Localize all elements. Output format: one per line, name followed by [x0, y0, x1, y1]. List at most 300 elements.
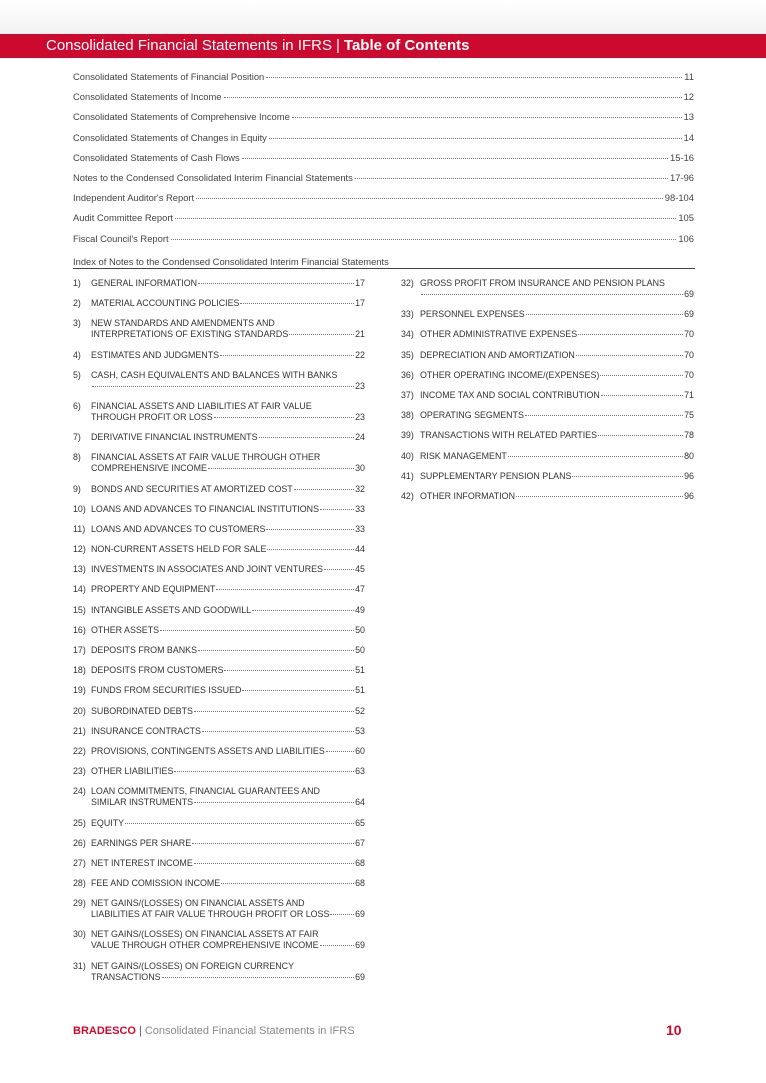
note-entry-body	[91, 370, 365, 392]
note-title: NET GAINS/(LOSSES) ON FINANCIAL ASSETS AT FAIR	[91, 929, 319, 940]
dot-leader	[224, 670, 354, 671]
note-number: 38)	[401, 410, 414, 421]
note-title: INTANGIBLE ASSETS AND GOODWILL	[91, 604, 252, 615]
note-page: 51	[355, 685, 365, 696]
document-title: Consolidated Financial Statements in IFRS	[46, 37, 332, 54]
note-number: 39)	[401, 430, 414, 441]
note-entry-body	[91, 318, 365, 340]
note-title: EARNINGS PER SHARE	[91, 837, 192, 848]
note-entry[interactable]	[401, 329, 694, 340]
note-entry[interactable]	[73, 564, 365, 575]
header-separator: |	[335, 37, 340, 54]
note-page: 68	[355, 878, 365, 889]
note-title-line	[420, 289, 694, 300]
note-number: 36)	[401, 369, 414, 380]
note-title-line	[91, 432, 365, 443]
note-entry-body	[91, 625, 365, 636]
dot-leader	[194, 711, 354, 712]
note-page: 23	[355, 411, 365, 422]
page-number: 10	[666, 1022, 682, 1038]
note-title: ESTIMATES AND JUDGMENTS	[91, 349, 220, 360]
note-entry[interactable]	[401, 491, 694, 502]
dot-leader	[289, 334, 354, 335]
note-page: 45	[355, 564, 365, 575]
note-page: 49	[355, 604, 365, 615]
note-number: 29)	[73, 898, 86, 909]
toc-entry[interactable]	[73, 71, 694, 91]
note-title: INTERPRETATIONS OF EXISTING STANDARDS	[91, 329, 289, 340]
note-entry-body	[91, 706, 365, 717]
note-entry-body	[420, 390, 694, 401]
note-title-line	[91, 544, 365, 555]
note-entry[interactable]	[401, 471, 694, 482]
note-number: 32)	[401, 278, 414, 288]
toc-entry-page: 17-96	[670, 171, 694, 183]
toc-entry-title: Consolidated Statements of Changes in Equity	[73, 131, 267, 143]
note-title-line	[91, 706, 365, 717]
dot-leader	[578, 334, 683, 335]
note-page: 69	[355, 940, 365, 951]
note-page: 60	[355, 745, 365, 756]
note-entry[interactable]	[401, 350, 694, 361]
note-entry-body	[420, 278, 694, 300]
note-page: 68	[355, 857, 365, 868]
note-entry[interactable]	[401, 410, 694, 421]
dot-leader	[194, 863, 354, 864]
note-title-line	[91, 584, 365, 595]
note-title-line	[91, 858, 365, 869]
note-title: TRANSACTIONS WITH RELATED PARTIES	[420, 430, 598, 441]
note-number: 28)	[73, 878, 86, 889]
note-title: OTHER LIABILITIES	[91, 766, 174, 777]
note-title-line	[91, 329, 365, 340]
note-entry-body	[420, 370, 694, 381]
toc-entry-page: 14	[683, 131, 694, 143]
note-page: 51	[355, 665, 365, 676]
dot-leader	[202, 731, 354, 732]
note-entry[interactable]	[73, 858, 365, 869]
note-title: LOAN COMMITMENTS, FINANCIAL GUARANTEES AND	[91, 786, 320, 797]
note-title-line	[91, 350, 365, 361]
dot-leader	[326, 751, 354, 752]
dot-leader	[175, 218, 676, 219]
note-entry-body	[420, 430, 694, 441]
note-entry[interactable]	[73, 504, 365, 515]
dot-leader	[92, 386, 354, 387]
note-entry-body	[420, 329, 694, 340]
footer-separator: |	[138, 1025, 142, 1037]
note-title-line	[91, 370, 365, 381]
note-title: THROUGH PROFIT OR LOSS	[91, 411, 213, 422]
note-title: NET INTEREST INCOME	[91, 857, 193, 868]
note-title: NON-CURRENT ASSETS HELD FOR SALE	[91, 544, 267, 555]
toc-entry[interactable]	[73, 212, 694, 232]
note-entry[interactable]	[73, 318, 365, 340]
note-title-line	[420, 350, 694, 361]
note-title: LOANS AND ADVANCES TO FINANCIAL INSTITUTIONS	[91, 503, 319, 514]
dot-leader	[220, 355, 354, 356]
note-number: 7)	[73, 432, 81, 443]
note-title-line	[91, 665, 365, 676]
note-title: RISK MANAGEMENT	[420, 450, 507, 461]
dot-leader	[421, 294, 683, 295]
note-title-line	[91, 452, 365, 463]
note-entry[interactable]	[73, 584, 365, 595]
note-entry-body	[420, 451, 694, 462]
dot-leader	[269, 138, 682, 139]
dot-leader	[252, 610, 354, 611]
note-number: 8)	[73, 452, 81, 463]
note-entry-body	[91, 432, 365, 443]
note-title: DEPOSITS FROM CUSTOMERS	[91, 665, 224, 676]
dot-leader	[320, 945, 355, 946]
note-page: 17	[355, 298, 365, 309]
note-title: FINANCIAL ASSETS AT FAIR VALUE THROUGH OTHER	[91, 452, 321, 463]
note-title-line	[420, 430, 694, 441]
toc-entry[interactable]	[73, 132, 694, 152]
note-entry[interactable]	[73, 432, 365, 443]
notes-index-left-column	[73, 278, 365, 992]
note-entry-body	[91, 544, 365, 555]
note-title-line	[420, 471, 694, 482]
dot-leader	[292, 117, 682, 118]
note-page: 50	[355, 645, 365, 655]
note-page: 50	[355, 624, 365, 635]
note-entry[interactable]	[73, 929, 365, 951]
note-entry[interactable]	[73, 746, 365, 757]
note-page: 63	[355, 766, 365, 777]
note-number: 1)	[73, 278, 81, 288]
note-entry[interactable]	[73, 961, 365, 983]
note-entry-body	[91, 838, 365, 849]
note-entry-body	[91, 278, 365, 289]
note-entry[interactable]	[73, 818, 365, 829]
toc-entry-title: Independent Auditor's Report	[73, 192, 195, 204]
note-entry[interactable]	[73, 350, 365, 361]
note-title-line	[91, 797, 365, 808]
note-title-line	[91, 838, 365, 849]
note-title-line	[91, 818, 365, 829]
dot-leader	[216, 589, 354, 590]
note-number: 13)	[73, 564, 86, 575]
note-title: OTHER ADMINISTRATIVE EXPENSES	[420, 329, 578, 340]
note-number: 16)	[73, 624, 86, 635]
note-title-line	[91, 298, 365, 309]
note-title-line	[91, 381, 365, 392]
note-entry[interactable]	[73, 786, 365, 808]
note-title: TRANSACTIONS	[91, 971, 161, 982]
dot-leader	[208, 468, 354, 469]
note-title: FINANCIAL ASSETS AND LIABILITIES AT FAIR VALUE	[91, 400, 312, 411]
note-entry-body	[91, 350, 365, 361]
table-of-contents	[73, 71, 694, 253]
dot-leader	[162, 977, 355, 978]
note-entry[interactable]	[73, 685, 365, 696]
note-entry[interactable]	[401, 451, 694, 462]
note-entry[interactable]	[73, 625, 365, 636]
note-entry-body	[91, 584, 365, 595]
note-number: 40)	[401, 450, 414, 461]
note-page: 21	[355, 329, 365, 340]
toc-entry-page: 98-104	[664, 192, 694, 204]
note-number: 25)	[73, 817, 86, 828]
note-title: VALUE THROUGH OTHER COMPREHENSIVE INCOME	[91, 940, 319, 951]
top-fade-band	[0, 0, 766, 34]
dot-leader	[572, 476, 683, 477]
note-entry-body	[91, 878, 365, 889]
note-entry[interactable]	[401, 278, 694, 300]
toc-entry[interactable]	[73, 152, 694, 172]
note-entry[interactable]	[401, 390, 694, 401]
note-title-line	[91, 625, 365, 636]
note-number: 22)	[73, 745, 86, 756]
note-title-line	[91, 605, 365, 616]
note-entry[interactable]	[73, 484, 365, 495]
dot-leader	[242, 158, 668, 159]
note-page: 96	[684, 470, 694, 481]
note-title: GROSS PROFIT FROM INSURANCE AND PENSION PLANS	[420, 278, 665, 288]
note-number: 17)	[73, 645, 86, 655]
note-title: NET GAINS/(LOSSES) ON FINANCIAL ASSETS AND	[91, 898, 305, 909]
footer-subtitle: Consolidated Financial Statements in IFRS	[144, 1025, 355, 1037]
note-number: 2)	[73, 298, 81, 309]
note-title: PERSONNEL EXPENSES	[420, 309, 525, 320]
note-title: MATERIAL ACCOUNTING POLICIES	[91, 298, 240, 309]
note-entry[interactable]	[73, 665, 365, 676]
note-number: 20)	[73, 705, 86, 716]
note-entry[interactable]	[73, 370, 365, 392]
note-page: 44	[355, 544, 365, 555]
dot-leader	[508, 456, 683, 457]
note-entry[interactable]	[73, 401, 365, 423]
note-title: LOANS AND ADVANCES TO CUSTOMERS	[91, 523, 266, 534]
toc-entry[interactable]	[73, 91, 694, 111]
dot-leader	[266, 77, 682, 78]
note-page: 71	[684, 389, 694, 400]
footer	[73, 1025, 355, 1037]
note-entry[interactable]	[73, 524, 365, 535]
note-title-line	[91, 909, 365, 920]
note-number: 35)	[401, 349, 414, 360]
note-title-line	[91, 786, 365, 797]
toc-entry-page: 13	[683, 111, 694, 123]
note-title: CASH, CASH EQUIVALENTS AND BALANCES WITH BANKS	[91, 369, 338, 380]
note-entry-body	[91, 898, 365, 920]
note-number: 3)	[73, 318, 81, 329]
dot-leader	[194, 802, 354, 803]
note-page: 75	[684, 410, 694, 421]
dot-leader	[224, 97, 682, 98]
note-title: FEE AND COMISSION INCOME	[91, 878, 221, 889]
note-number: 37)	[401, 389, 414, 400]
dot-leader	[192, 843, 354, 844]
toc-entry-title: Consolidated Statements of Comprehensive Income	[73, 111, 290, 123]
note-title-line	[91, 564, 365, 575]
note-title-line	[420, 451, 694, 462]
note-page: 53	[355, 725, 365, 736]
note-page: 30	[355, 463, 365, 474]
toc-entry[interactable]	[73, 111, 694, 131]
note-entry-body	[91, 452, 365, 474]
note-number: 15)	[73, 604, 86, 615]
note-number: 42)	[401, 490, 414, 501]
note-title-line	[91, 746, 365, 757]
note-title: DEPOSITS FROM BANKS	[91, 645, 198, 655]
toc-entry-title: Consolidated Statements of Cash Flows	[73, 151, 240, 163]
note-title-line	[420, 390, 694, 401]
dot-leader	[525, 415, 683, 416]
note-entry-body	[91, 961, 365, 983]
dot-leader	[355, 178, 668, 179]
note-page: 96	[684, 490, 694, 501]
note-page: 69	[684, 289, 694, 299]
note-title-line	[420, 278, 694, 289]
dot-leader	[259, 437, 355, 438]
dot-leader	[266, 529, 354, 530]
note-title: NET GAINS/(LOSSES) ON FOREIGN CURRENCY	[91, 960, 295, 971]
note-number: 19)	[73, 685, 86, 696]
note-title-line	[91, 929, 365, 940]
note-title: SUPPLEMENTARY PENSION PLANS	[420, 470, 572, 481]
notes-index-right-column	[401, 278, 694, 511]
note-title-line	[420, 410, 694, 421]
dot-leader	[198, 283, 354, 284]
note-entry-body	[91, 786, 365, 808]
dot-leader	[221, 883, 354, 884]
note-title-line	[420, 370, 694, 381]
note-entry-body	[91, 605, 365, 616]
note-page: 64	[355, 797, 365, 808]
note-number: 23)	[73, 766, 86, 777]
note-entry-body	[91, 858, 365, 869]
note-title-line	[420, 491, 694, 502]
note-page: 69	[684, 309, 694, 320]
note-page: 23	[355, 380, 365, 391]
note-entry[interactable]	[73, 298, 365, 309]
toc-entry-title: Audit Committee Report	[73, 212, 174, 224]
note-number: 34)	[401, 329, 414, 340]
note-entry[interactable]	[401, 309, 694, 320]
note-title: INSURANCE CONTRACTS	[91, 725, 201, 736]
note-page: 80	[684, 450, 694, 461]
note-title-line	[91, 726, 365, 737]
note-entry[interactable]	[73, 898, 365, 920]
note-title: SIMILAR INSTRUMENTS	[91, 797, 194, 808]
note-number: 41)	[401, 470, 414, 481]
toc-entry-page: 15-16	[670, 151, 694, 163]
note-entry[interactable]	[73, 766, 365, 777]
dot-leader	[516, 496, 683, 497]
note-title-line	[91, 484, 365, 495]
note-number: 10)	[73, 503, 86, 514]
note-entry[interactable]	[73, 278, 365, 289]
note-title-line	[91, 412, 365, 423]
note-title-line	[91, 961, 365, 972]
note-number: 11)	[73, 523, 86, 534]
dot-leader	[598, 435, 683, 436]
note-title: OTHER OPERATING INCOME/(EXPENSES)	[420, 369, 600, 380]
note-page: 78	[684, 430, 694, 441]
note-page: 33	[355, 523, 365, 534]
note-number: 31)	[73, 960, 86, 971]
note-title-line	[91, 766, 365, 777]
note-entry[interactable]	[73, 452, 365, 474]
toc-entry[interactable]	[73, 233, 694, 253]
note-entry[interactable]	[401, 370, 694, 381]
toc-entry-page: 106	[678, 232, 694, 244]
note-title: BONDS AND SECURITIES AT AMORTIZED COST	[91, 483, 293, 494]
note-entry[interactable]	[401, 430, 694, 441]
note-page: 69	[355, 971, 365, 982]
dot-leader	[294, 489, 354, 490]
note-title-line	[91, 504, 365, 515]
toc-entry[interactable]	[73, 192, 694, 212]
note-title: NEW STANDARDS AND AMENDMENTS AND	[91, 318, 275, 329]
note-number: 26)	[73, 837, 86, 848]
note-title-line	[91, 940, 365, 951]
note-entry-body	[91, 524, 365, 535]
note-page: 70	[684, 329, 694, 340]
note-number: 21)	[73, 725, 86, 736]
note-page: 52	[355, 705, 365, 716]
header-title	[46, 37, 469, 55]
note-title: LIABILITIES AT FAIR VALUE THROUGH PROFIT OR LOSS	[91, 909, 330, 920]
toc-entry-title: Consolidated Statements of Financial Position	[73, 71, 265, 82]
note-number: 24)	[73, 786, 86, 797]
note-page: 24	[355, 432, 365, 443]
toc-entry[interactable]	[73, 172, 694, 192]
toc-entry-title: Notes to the Condensed Consolidated Interim Financial Statements	[73, 171, 353, 183]
note-title-line	[91, 685, 365, 696]
note-number: 30)	[73, 929, 86, 940]
section-title: Table of Contents	[343, 37, 470, 54]
note-title-line	[91, 898, 365, 909]
note-entry-body	[91, 665, 365, 676]
note-title: OTHER INFORMATION	[420, 490, 515, 501]
note-entry[interactable]	[73, 878, 365, 889]
note-entry-body	[91, 929, 365, 951]
note-title: DERIVATIVE FINANCIAL INSTRUMENTS	[91, 432, 258, 443]
note-entry[interactable]	[73, 645, 365, 656]
note-entry[interactable]	[73, 605, 365, 616]
note-page: 69	[355, 909, 365, 920]
note-title-line	[420, 329, 694, 340]
note-title-line	[91, 645, 365, 656]
note-entry[interactable]	[73, 838, 365, 849]
note-page: 32	[355, 483, 365, 494]
dot-leader	[240, 303, 354, 304]
note-entry[interactable]	[73, 706, 365, 717]
footer-brand: BRADESCO	[73, 1025, 136, 1037]
note-entry[interactable]	[73, 544, 365, 555]
note-title: SUBORDINATED DEBTS	[91, 705, 193, 716]
note-page: 67	[355, 837, 365, 848]
note-entry-body	[91, 298, 365, 309]
note-title: PROPERTY AND EQUIPMENT	[91, 584, 216, 595]
note-number: 14)	[73, 584, 86, 595]
note-title: PROVISIONS, CONTINGENTS ASSETS AND LIABILITIES	[91, 745, 325, 756]
note-entry-body	[420, 410, 694, 421]
note-page: 47	[355, 584, 365, 595]
note-entry-body	[91, 746, 365, 757]
note-entry[interactable]	[73, 726, 365, 737]
dot-leader	[196, 198, 663, 199]
note-number: 33)	[401, 309, 414, 320]
note-entry-body	[91, 645, 365, 656]
notes-index-title: Index of Notes to the Condensed Consolidated Interim Financial Statements	[73, 256, 389, 267]
header-bar	[0, 34, 766, 58]
dot-leader	[267, 549, 354, 550]
